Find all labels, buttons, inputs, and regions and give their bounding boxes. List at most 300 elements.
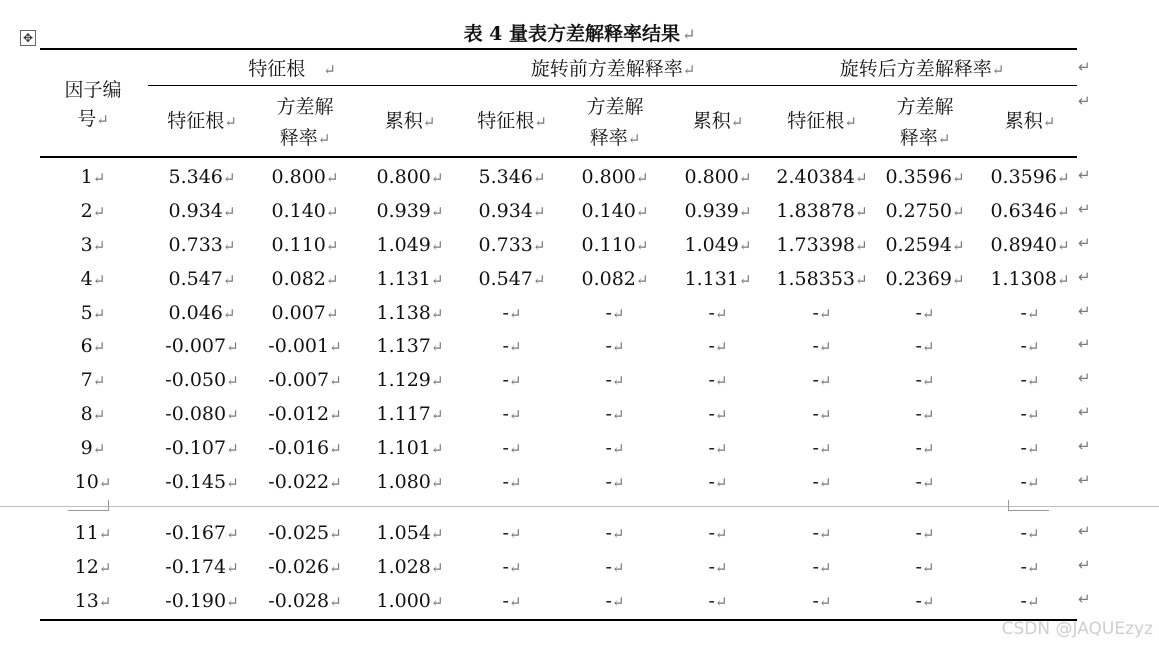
table-cell bbox=[563, 437, 667, 460]
table-cell bbox=[563, 268, 667, 291]
paragraph-mark-icon: ↵ bbox=[1042, 113, 1056, 131]
cell-text: - bbox=[502, 556, 509, 578]
paragraph-mark-icon: ↵ bbox=[714, 305, 728, 323]
cell-text: 0.733 bbox=[478, 234, 533, 256]
table-cell bbox=[666, 369, 770, 392]
cell-text: 5 bbox=[80, 302, 93, 324]
table-cell bbox=[770, 437, 874, 460]
cell-text: - bbox=[1020, 403, 1027, 425]
cell-text: 0.733 bbox=[168, 234, 223, 256]
table-cell bbox=[460, 166, 564, 189]
paragraph-mark-icon: ↵ bbox=[714, 559, 728, 577]
cell-text: -0.050 bbox=[165, 369, 227, 391]
cell-text: - bbox=[605, 437, 612, 459]
table-cell bbox=[666, 166, 770, 189]
paragraph-mark-icon: ↵ bbox=[508, 406, 522, 424]
group-header-rule bbox=[148, 85, 1077, 86]
table-cell bbox=[150, 234, 254, 257]
cell-text: - bbox=[502, 335, 509, 357]
paragraph-mark-icon: ↵ bbox=[325, 169, 339, 187]
cell-text: 1.83878 bbox=[776, 200, 855, 222]
header-bottom-rule bbox=[40, 156, 1077, 158]
table-cell bbox=[978, 335, 1082, 358]
row-number bbox=[63, 302, 123, 325]
cell-text: - bbox=[605, 522, 612, 544]
cell-text: - bbox=[605, 335, 612, 357]
cell-text: 0.934 bbox=[168, 200, 223, 222]
paragraph-mark-icon: ↵ bbox=[682, 25, 696, 44]
cell-text: 旋转前方差解释率 bbox=[530, 58, 683, 80]
cell-text: - bbox=[1020, 522, 1027, 544]
row-number bbox=[63, 335, 123, 358]
cell-text: - bbox=[708, 369, 715, 391]
table-cell bbox=[253, 590, 357, 613]
table-cell bbox=[563, 234, 667, 257]
cell-text: 方差解 bbox=[586, 96, 644, 118]
cell-text: - bbox=[1020, 335, 1027, 357]
table-cell bbox=[666, 556, 770, 579]
table-cell bbox=[770, 471, 874, 494]
paragraph-mark-icon: ↵ bbox=[921, 338, 935, 356]
paragraph-mark-icon: ↵ bbox=[329, 406, 342, 424]
table-cell bbox=[666, 335, 770, 358]
row-end-mark-icon: ↵ bbox=[1078, 58, 1091, 76]
cell-text: 1.101 bbox=[376, 437, 431, 459]
header-sub-6 bbox=[668, 110, 768, 133]
cell-text: 1.117 bbox=[376, 403, 431, 425]
cell-text: 0.800 bbox=[684, 166, 739, 188]
paragraph-mark-icon: ↵ bbox=[329, 474, 342, 492]
paragraph-mark-icon: ↵ bbox=[1056, 271, 1070, 289]
cell-text: - bbox=[915, 437, 922, 459]
cell-text: 8 bbox=[80, 403, 93, 425]
paragraph-mark-icon: ↵ bbox=[1026, 338, 1040, 356]
paragraph-mark-icon: ↵ bbox=[92, 271, 106, 289]
paragraph-mark-icon: ↵ bbox=[951, 237, 965, 255]
paragraph-mark-icon: ↵ bbox=[508, 372, 522, 390]
row-end-mark-icon: ↵ bbox=[1078, 92, 1091, 110]
table-cell bbox=[253, 437, 357, 460]
cell-text: - bbox=[708, 302, 715, 324]
table-cell bbox=[770, 234, 874, 257]
cell-text: 1.049 bbox=[684, 234, 739, 256]
cell-text: - bbox=[915, 369, 922, 391]
cell-text: 1.131 bbox=[684, 268, 739, 290]
cell-text: 0.3596 bbox=[990, 166, 1057, 188]
paragraph-mark-icon: ↵ bbox=[508, 559, 522, 577]
paragraph-mark-icon: ↵ bbox=[714, 406, 728, 424]
paragraph-mark-icon: ↵ bbox=[1056, 237, 1070, 255]
table-cell bbox=[978, 403, 1082, 426]
cell-text: -0.190 bbox=[165, 590, 227, 612]
table-cell bbox=[666, 302, 770, 325]
cell-text: - bbox=[605, 471, 612, 493]
cell-text: -0.012 bbox=[268, 403, 330, 425]
cell-text: - bbox=[812, 471, 819, 493]
table-cell bbox=[563, 200, 667, 223]
table-cell bbox=[460, 522, 564, 545]
cell-text: 3 bbox=[80, 234, 93, 256]
paragraph-mark-icon: ↵ bbox=[1026, 474, 1040, 492]
paragraph-mark-icon: ↵ bbox=[818, 406, 832, 424]
cell-text: 0.2750 bbox=[885, 200, 952, 222]
paragraph-mark-icon: ↵ bbox=[991, 61, 1005, 79]
paragraph-mark-icon: ↵ bbox=[951, 271, 965, 289]
cell-text: -0.001 bbox=[268, 335, 330, 357]
table-cell bbox=[770, 403, 874, 426]
table-cell bbox=[563, 369, 667, 392]
table-cell bbox=[978, 166, 1082, 189]
cell-text: 1.131 bbox=[376, 268, 431, 290]
table-cell bbox=[253, 268, 357, 291]
row-number bbox=[63, 200, 123, 223]
table-cell bbox=[150, 590, 254, 613]
cell-text: - bbox=[915, 302, 922, 324]
row-end-mark-icon: ↵ bbox=[1078, 522, 1091, 540]
cell-text: 5.346 bbox=[168, 166, 223, 188]
table-cell bbox=[358, 335, 462, 358]
cell-text: 5.346 bbox=[478, 166, 533, 188]
cell-text: -0.007 bbox=[165, 335, 227, 357]
paragraph-mark-icon: ↵ bbox=[921, 525, 935, 543]
table-cell bbox=[978, 268, 1082, 291]
paragraph-mark-icon: ↵ bbox=[98, 593, 112, 611]
cell-text: 0.110 bbox=[271, 234, 326, 256]
cell-text: 0.939 bbox=[684, 200, 739, 222]
table-cell bbox=[770, 590, 874, 613]
cell-text: 0.046 bbox=[168, 302, 223, 324]
cell-text: 1.1308 bbox=[990, 268, 1057, 290]
row-end-mark-icon: ↵ bbox=[1078, 403, 1091, 421]
table-cell bbox=[150, 556, 254, 579]
paragraph-mark-icon: ↵ bbox=[325, 305, 339, 323]
table-cell bbox=[253, 522, 357, 545]
paragraph-mark-icon: ↵ bbox=[921, 440, 935, 458]
cell-text: 累积 bbox=[692, 110, 731, 132]
cell-text: 0.934 bbox=[478, 200, 533, 222]
table-cell bbox=[978, 369, 1082, 392]
cell-text: - bbox=[812, 556, 819, 578]
cell-text: - bbox=[915, 471, 922, 493]
paragraph-mark-icon: ↵ bbox=[532, 237, 546, 255]
table-caption bbox=[0, 19, 1159, 46]
paragraph-mark-icon: ↵ bbox=[422, 113, 436, 131]
paragraph-mark-icon: ↵ bbox=[98, 525, 112, 543]
paragraph-mark-icon: ↵ bbox=[92, 406, 106, 424]
paragraph-mark-icon: ↵ bbox=[430, 169, 444, 187]
header-sub-2 bbox=[255, 92, 355, 155]
cell-text: 释率 bbox=[279, 127, 318, 149]
paragraph-mark-icon: ↵ bbox=[329, 372, 342, 390]
cell-text: -0.022 bbox=[268, 471, 330, 493]
table-cell bbox=[873, 268, 977, 291]
cell-text: - bbox=[708, 522, 715, 544]
table-cell bbox=[150, 437, 254, 460]
table-cell bbox=[563, 403, 667, 426]
cell-text: -0.026 bbox=[268, 556, 330, 578]
paragraph-mark-icon: ↵ bbox=[430, 271, 444, 289]
table-cell bbox=[563, 522, 667, 545]
table-cell bbox=[978, 590, 1082, 613]
paragraph-mark-icon: ↵ bbox=[730, 113, 744, 131]
table-cell bbox=[253, 200, 357, 223]
row-end-mark-icon: ↵ bbox=[1078, 200, 1091, 218]
cell-text: 累积 bbox=[384, 110, 423, 132]
row-number bbox=[63, 369, 123, 392]
paragraph-mark-icon: ↵ bbox=[937, 130, 951, 148]
paragraph-mark-icon: ↵ bbox=[226, 338, 239, 356]
cell-text: - bbox=[812, 302, 819, 324]
cell-text: - bbox=[1020, 471, 1027, 493]
paragraph-mark-icon: ↵ bbox=[1026, 525, 1040, 543]
paragraph-mark-icon: ↵ bbox=[317, 130, 331, 148]
cell-text: 11 bbox=[74, 522, 99, 544]
paragraph-mark-icon: ↵ bbox=[855, 203, 868, 221]
table-cell bbox=[460, 234, 564, 257]
row-end-mark-icon: ↵ bbox=[1078, 166, 1091, 184]
cell-text: -0.007 bbox=[268, 369, 330, 391]
paragraph-mark-icon: ↵ bbox=[508, 474, 522, 492]
cell-text: -0.167 bbox=[165, 522, 227, 544]
paragraph-mark-icon: ↵ bbox=[818, 474, 832, 492]
row-number bbox=[63, 437, 123, 460]
table-cell bbox=[460, 200, 564, 223]
row-number bbox=[63, 556, 123, 579]
paragraph-mark-icon: ↵ bbox=[430, 305, 444, 323]
paragraph-mark-icon: ↵ bbox=[921, 406, 935, 424]
table-cell bbox=[460, 302, 564, 325]
paragraph-mark-icon: ↵ bbox=[611, 440, 625, 458]
paragraph-mark-icon: ↵ bbox=[1026, 372, 1040, 390]
paragraph-mark-icon: ↵ bbox=[430, 203, 444, 221]
table-cell bbox=[358, 302, 462, 325]
table-cell bbox=[873, 590, 977, 613]
paragraph-mark-icon: ↵ bbox=[1026, 440, 1040, 458]
paragraph-mark-icon: ↵ bbox=[430, 440, 444, 458]
paragraph-mark-icon: ↵ bbox=[329, 338, 342, 356]
page-corner-mark bbox=[68, 500, 109, 511]
table-cell bbox=[358, 369, 462, 392]
cell-text: 0.140 bbox=[271, 200, 326, 222]
cell-text: 释率 bbox=[589, 127, 628, 149]
table-cell bbox=[873, 200, 977, 223]
paragraph-mark-icon: ↵ bbox=[222, 271, 236, 289]
cell-text: 0.082 bbox=[581, 268, 636, 290]
cell-text: - bbox=[502, 403, 509, 425]
cell-text: 1.138 bbox=[376, 302, 431, 324]
cell-text: 0.800 bbox=[271, 166, 326, 188]
paragraph-mark-icon: ↵ bbox=[855, 169, 868, 187]
paragraph-mark-icon: ↵ bbox=[738, 169, 752, 187]
table-cell bbox=[150, 200, 254, 223]
cell-text: - bbox=[502, 369, 509, 391]
cell-text: - bbox=[812, 369, 819, 391]
cell-text: - bbox=[1020, 437, 1027, 459]
cell-text: - bbox=[1020, 590, 1027, 612]
paragraph-mark-icon: ↵ bbox=[226, 593, 239, 611]
cell-text: 0.082 bbox=[271, 268, 326, 290]
paragraph-mark-icon: ↵ bbox=[96, 111, 109, 129]
cell-text: 1.137 bbox=[376, 335, 431, 357]
paragraph-mark-icon: ↵ bbox=[92, 338, 106, 356]
paragraph-mark-icon: ↵ bbox=[738, 203, 752, 221]
paragraph-mark-icon: ↵ bbox=[430, 372, 444, 390]
table-cell bbox=[563, 590, 667, 613]
table-cell bbox=[150, 403, 254, 426]
table-cell bbox=[770, 268, 874, 291]
row-number bbox=[63, 522, 123, 545]
table-cell bbox=[873, 437, 977, 460]
cell-text: - bbox=[812, 403, 819, 425]
paragraph-mark-icon: ↵ bbox=[226, 372, 239, 390]
table-cell bbox=[253, 369, 357, 392]
cell-text: - bbox=[1020, 302, 1027, 324]
table-cell bbox=[253, 302, 357, 325]
table-cell bbox=[460, 369, 564, 392]
cell-text: -0.174 bbox=[165, 556, 227, 578]
table-cell bbox=[978, 522, 1082, 545]
table-cell bbox=[563, 302, 667, 325]
table-cell bbox=[253, 556, 357, 579]
table-cell bbox=[358, 200, 462, 223]
caption-text: 表 4 量表方差解释率结果 bbox=[463, 23, 681, 45]
paragraph-mark-icon: ↵ bbox=[844, 113, 857, 131]
table-cell bbox=[150, 522, 254, 545]
table-cell bbox=[358, 437, 462, 460]
cell-text: 2.40384 bbox=[776, 166, 855, 188]
cell-text: -0.145 bbox=[165, 471, 227, 493]
table-cell bbox=[150, 302, 254, 325]
table-cell bbox=[770, 335, 874, 358]
paragraph-mark-icon: ↵ bbox=[1026, 406, 1040, 424]
cell-text: 1.000 bbox=[376, 590, 431, 612]
table-cell bbox=[358, 403, 462, 426]
cell-text: 因子编 bbox=[64, 79, 122, 101]
table-top-rule bbox=[40, 48, 1077, 50]
paragraph-mark-icon: ↵ bbox=[818, 440, 832, 458]
cell-text: 0.3596 bbox=[885, 166, 952, 188]
cell-text: 0.007 bbox=[271, 302, 326, 324]
cell-text: - bbox=[708, 471, 715, 493]
paragraph-mark-icon: ↵ bbox=[611, 305, 625, 323]
cell-text: 特征根 bbox=[477, 110, 535, 132]
paragraph-mark-icon: ↵ bbox=[92, 203, 106, 221]
row-end-mark-icon: ↵ bbox=[1078, 437, 1091, 455]
paragraph-mark-icon: ↵ bbox=[329, 559, 342, 577]
paragraph-mark-icon: ↵ bbox=[714, 525, 728, 543]
paragraph-mark-icon: ↵ bbox=[508, 525, 522, 543]
paragraph-mark-icon: ↵ bbox=[508, 593, 522, 611]
table-cell bbox=[358, 556, 462, 579]
table-cell bbox=[666, 437, 770, 460]
cell-text: -0.080 bbox=[165, 403, 227, 425]
table-move-handle-icon[interactable]: ✥ bbox=[20, 30, 36, 46]
cell-text: - bbox=[605, 556, 612, 578]
header-sub-3 bbox=[360, 110, 460, 133]
paragraph-mark-icon: ↵ bbox=[611, 372, 625, 390]
row-end-mark-icon: ↵ bbox=[1078, 471, 1091, 489]
table-cell bbox=[978, 556, 1082, 579]
table-cell bbox=[150, 471, 254, 494]
cell-text: - bbox=[812, 590, 819, 612]
table-cell bbox=[253, 166, 357, 189]
cell-text: 旋转后方差解释率 bbox=[839, 58, 992, 80]
paragraph-mark-icon: ↵ bbox=[329, 593, 342, 611]
paragraph-mark-icon: ↵ bbox=[329, 525, 342, 543]
cell-text: 0.547 bbox=[478, 268, 533, 290]
paragraph-mark-icon: ↵ bbox=[714, 372, 728, 390]
cell-text: - bbox=[1020, 556, 1027, 578]
paragraph-mark-icon: ↵ bbox=[92, 305, 106, 323]
cell-text: - bbox=[605, 369, 612, 391]
table-cell bbox=[666, 403, 770, 426]
cell-text: - bbox=[812, 437, 819, 459]
cell-text: 1.129 bbox=[376, 369, 431, 391]
paragraph-mark-icon: ↵ bbox=[921, 593, 935, 611]
paragraph-mark-icon: ↵ bbox=[532, 203, 546, 221]
table-cell bbox=[358, 522, 462, 545]
table-cell bbox=[770, 166, 874, 189]
header-sub-1 bbox=[152, 110, 252, 133]
header-group-3 bbox=[802, 58, 1042, 81]
header-sub-8 bbox=[875, 92, 975, 155]
table-cell bbox=[666, 522, 770, 545]
paragraph-mark-icon: ↵ bbox=[325, 237, 339, 255]
paragraph-mark-icon: ↵ bbox=[508, 440, 522, 458]
paragraph-mark-icon: ↵ bbox=[222, 169, 236, 187]
table-cell bbox=[978, 200, 1082, 223]
paragraph-mark-icon: ↵ bbox=[226, 474, 239, 492]
cell-text: - bbox=[502, 302, 509, 324]
paragraph-mark-icon: ↵ bbox=[951, 203, 965, 221]
cell-text: 特征根 bbox=[787, 110, 845, 132]
cell-text: - bbox=[708, 437, 715, 459]
page-break-line bbox=[0, 506, 1159, 507]
table-cell bbox=[253, 234, 357, 257]
cell-text: 0.8940 bbox=[990, 234, 1057, 256]
cell-text: 1.054 bbox=[376, 522, 431, 544]
table-cell bbox=[358, 471, 462, 494]
cell-text: 4 bbox=[80, 268, 93, 290]
row-number bbox=[63, 166, 123, 189]
paragraph-mark-icon: ↵ bbox=[224, 113, 237, 131]
table-cell bbox=[873, 234, 977, 257]
table-cell bbox=[460, 437, 564, 460]
cell-text: 1 bbox=[80, 166, 93, 188]
cell-text: 2 bbox=[80, 200, 93, 222]
header-sub-5 bbox=[565, 92, 665, 155]
paragraph-mark-icon: ↵ bbox=[430, 474, 444, 492]
row-end-mark-icon: ↵ bbox=[1078, 556, 1091, 574]
cell-text: - bbox=[708, 556, 715, 578]
cell-text: - bbox=[708, 403, 715, 425]
paragraph-mark-icon: ↵ bbox=[92, 237, 106, 255]
page-corner-mark bbox=[1008, 500, 1049, 511]
cell-text: - bbox=[915, 522, 922, 544]
paragraph-mark-icon: ↵ bbox=[921, 305, 935, 323]
paragraph-mark-icon: ↵ bbox=[682, 61, 696, 79]
cell-text: 0.140 bbox=[581, 200, 636, 222]
cell-text: 0.110 bbox=[581, 234, 636, 256]
paragraph-mark-icon: ↵ bbox=[855, 237, 868, 255]
row-number bbox=[63, 590, 123, 613]
paragraph-mark-icon: ↵ bbox=[430, 406, 444, 424]
paragraph-mark-icon: ↵ bbox=[714, 338, 728, 356]
cell-text: 1.73398 bbox=[776, 234, 855, 256]
table-cell bbox=[873, 369, 977, 392]
paragraph-mark-icon: ↵ bbox=[532, 271, 546, 289]
paragraph-mark-icon: ↵ bbox=[714, 474, 728, 492]
